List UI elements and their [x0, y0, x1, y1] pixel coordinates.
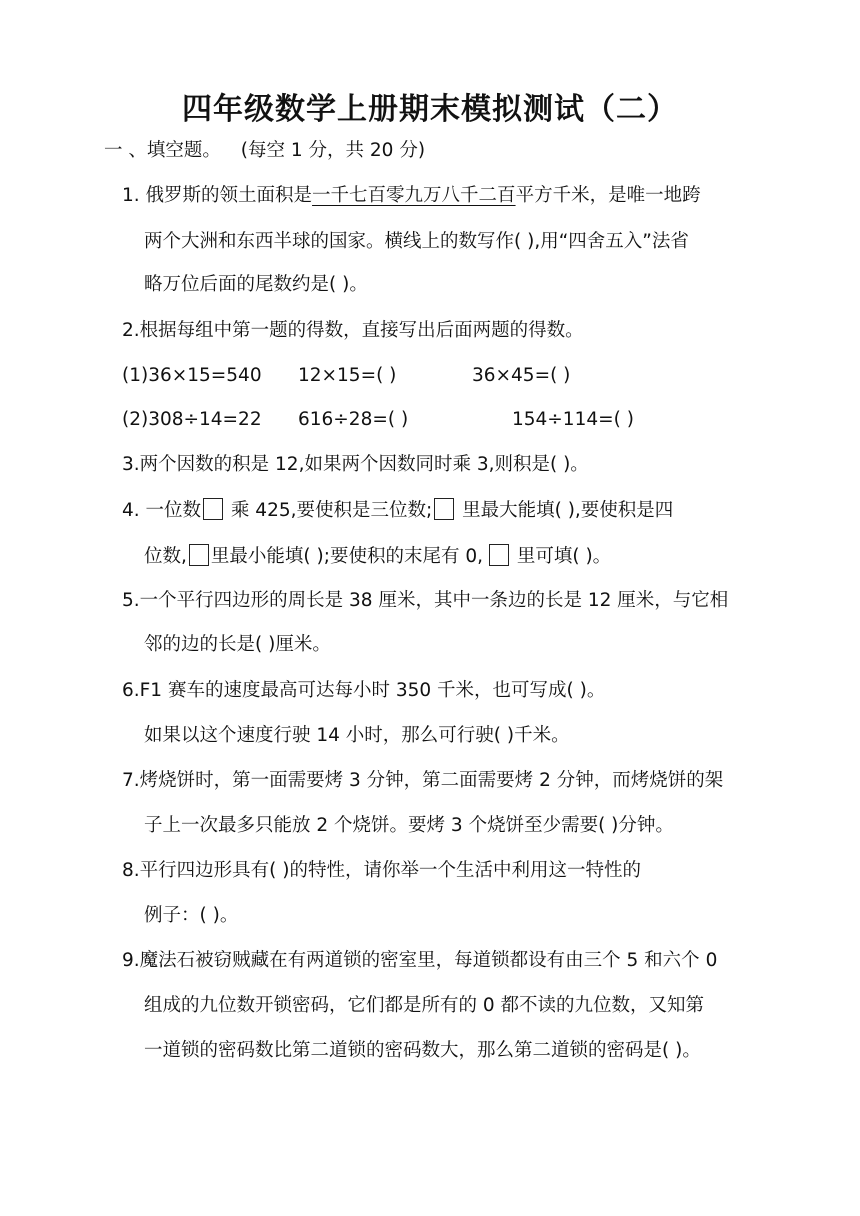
question-6-line-2: 如果以这个速度行驶 14 小时，那么可行驶( )千米。	[144, 725, 570, 746]
section-header	[104, 139, 425, 163]
question-9-line-1: 9.魔法石被窃贼藏在有两道锁的密室里，每道锁都设有由三个 5 和六个 0	[122, 950, 718, 971]
question-2-text: 2.根据每组中第一题的得数，直接写出后面两题的得数。	[122, 320, 584, 341]
question-5-line-1: 5.一个平行四边形的周长是 38 厘米，其中一条边的长是 12 厘米，与它相	[122, 590, 729, 611]
q4-line-2-b: 里最小能填( );要使积的末尾有 0,	[210, 546, 483, 567]
question-2-row-2-b: 616÷28=( )	[298, 409, 409, 430]
section-label: 一 、填空题。	[104, 140, 221, 161]
q1-suffix: 平方千米，是唯一地跨	[515, 185, 701, 206]
answer-box	[203, 498, 223, 520]
answer-box	[489, 544, 509, 566]
q4-line-2-c: 里可填( )。	[510, 546, 612, 567]
question-1-line-1	[122, 184, 701, 208]
question-9-line-2: 组成的九位数开锁密码，它们都是所有的 0 都不读的九位数，又知第	[144, 995, 705, 1016]
q1-underlined-number: 一千七百零九万八千二百	[312, 185, 516, 206]
q4-part-2: 乘 425,要使积是三位数;	[225, 500, 433, 521]
answer-box	[189, 544, 209, 566]
question-7-line-1: 7.烤烧饼时，第一面需要烤 3 分钟，第二面需要烤 2 分钟，而烤烧饼的架	[122, 770, 724, 791]
question-7-line-2: 子上一次最多只能放 2 个烧饼。要烤 3 个烧饼至少需要( )分钟。	[144, 815, 674, 836]
q4-line-2-a: 位数,	[144, 546, 187, 567]
question-8-line-2: 例子：( )。	[144, 905, 239, 926]
question-2-row-1-a: (1)36×15=540	[122, 365, 262, 386]
question-2-row-2-c: 154÷114=( )	[512, 409, 634, 430]
question-2-row-2-a: (2)308÷14=22	[122, 409, 262, 430]
answer-box	[434, 498, 454, 520]
page-title: 四年级数学上册期末模拟测试（二）	[182, 92, 678, 127]
q4-part-3: 里最大能填( ),要使积是四	[456, 500, 674, 521]
question-8-line-1: 8.平行四边形具有( )的特性，请你举一个生活中利用这一特性的	[122, 860, 641, 881]
question-2-row-1-c: 36×45=( )	[472, 365, 571, 386]
question-4-line-1	[122, 498, 673, 523]
q4-part-1: 4. 一位数	[122, 500, 202, 521]
question-1-line-3: 略万位后面的尾数约是( )。	[144, 274, 368, 295]
question-9-line-3: 一道锁的密码数比第二道锁的密码数大，那么第二道锁的密码是( )。	[144, 1040, 701, 1061]
question-6-line-1: 6.F1 赛车的速度最高可达每小时 350 千米，也可写成( )。	[122, 680, 606, 701]
section-score: (每空 1 分，共 20 分)	[240, 140, 426, 161]
question-3-text: 3.两个因数的积是 12,如果两个因数同时乘 3,则积是( )。	[122, 454, 589, 475]
question-1-line-2: 两个大洲和东西半球的国家。横线上的数写作( ),用“四舍五入”法省	[144, 231, 689, 252]
question-4-line-2	[144, 544, 611, 569]
q1-prefix: 1. 俄罗斯的领土面积是	[122, 185, 313, 206]
question-2-row-1-b: 12×15=( )	[298, 365, 397, 386]
question-5-line-2: 邻的边的长是( )厘米。	[144, 634, 331, 655]
